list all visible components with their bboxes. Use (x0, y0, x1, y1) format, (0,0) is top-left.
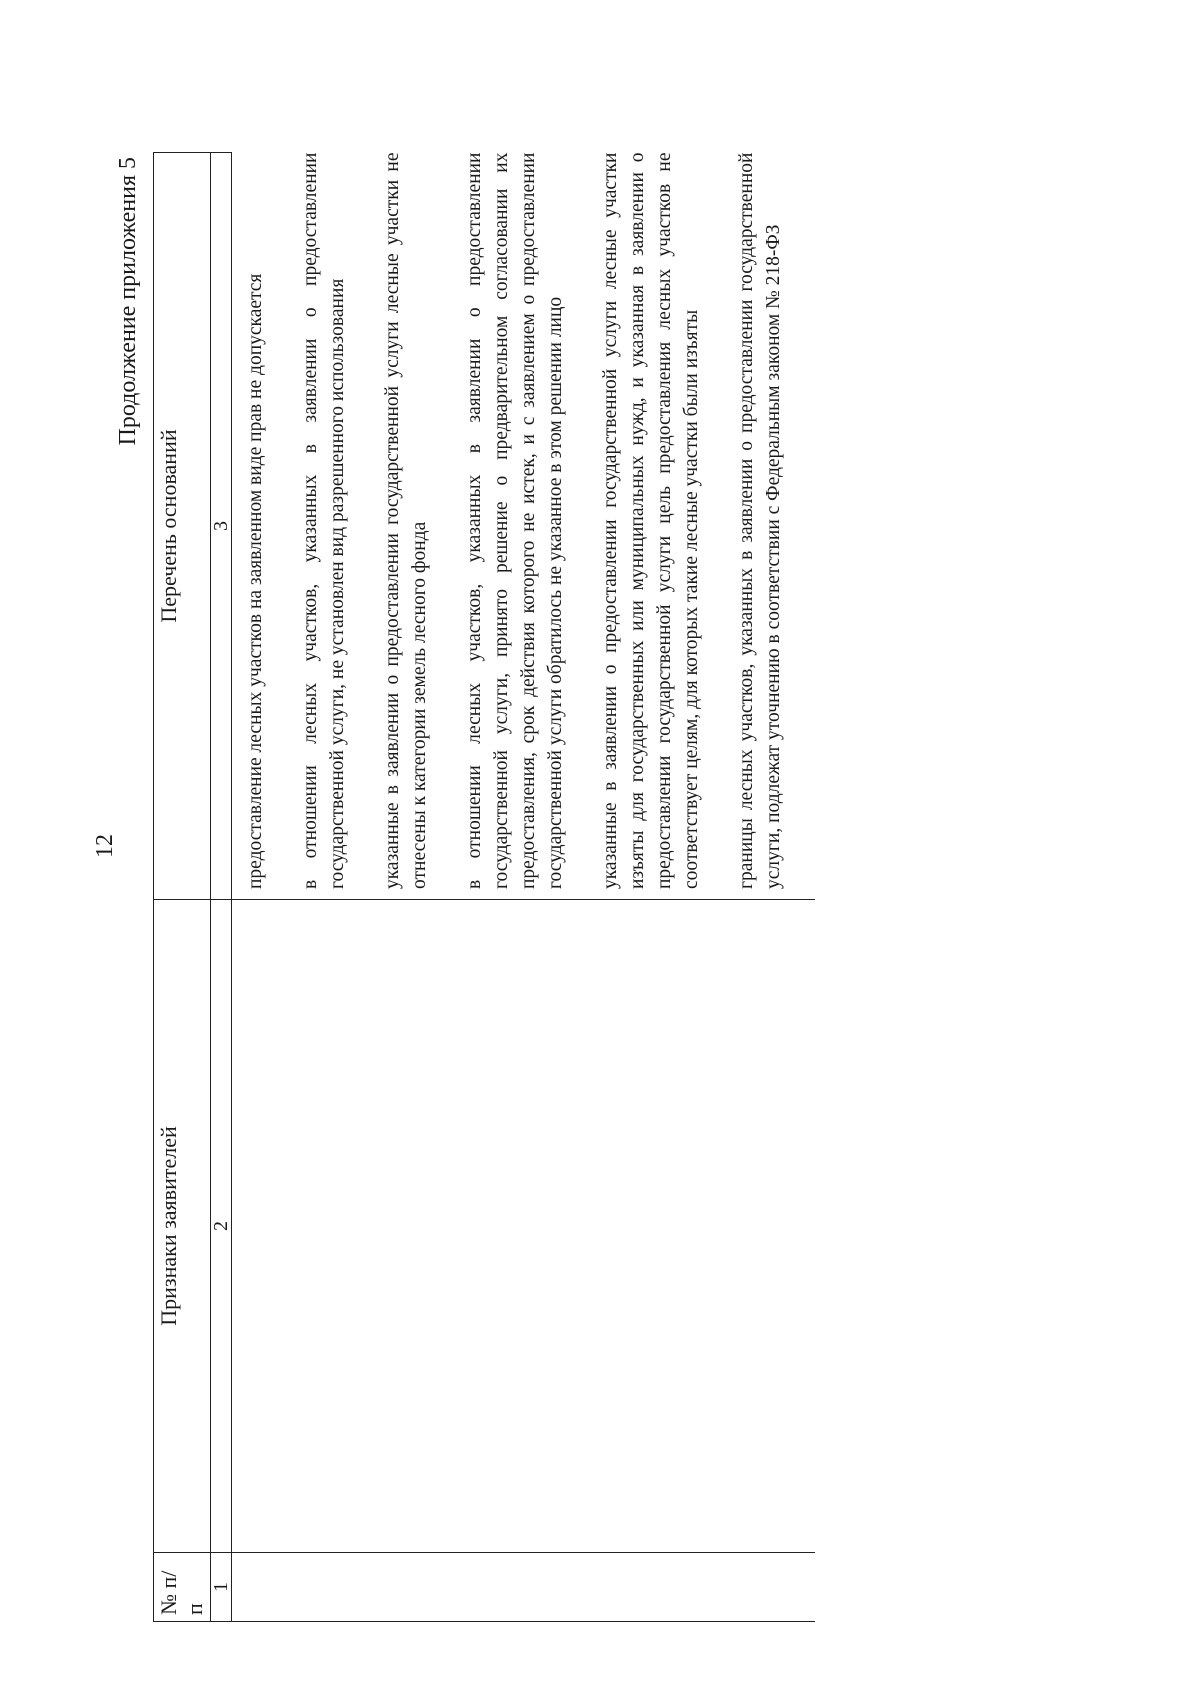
continuation-caption: Продолжение приложения 5 (115, 157, 141, 446)
ground-item: указанные в заявлении о предоставлении государственной услуги лесные участки изъяты для государственных или муниципальных нужд, и указанная в заявлении о предоставлении государственной услуги цель предоставления лесных участков не соответствует целям, для которых такие лесные участки были изъяты (600, 152, 702, 889)
header-number: № п/п (154, 1553, 211, 1622)
header-applicant-features: Признаки заявителей (154, 900, 211, 1553)
grounds-cell (232, 153, 816, 900)
column-number-3: 3 (211, 153, 232, 900)
ground-item: указанные в заявлении о предоставлении государственной услуги лесные участки не отнесены к категории земель лесного фонда (382, 152, 430, 889)
header-grounds-list: Перечень оснований (154, 153, 211, 900)
column-number-2: 2 (211, 900, 232, 1553)
ground-item: в отношении лесных участков, указанных в заявлении о предоставлении государственной услуги, не установлен вид разрешенного использования (300, 152, 348, 889)
grounds-table (153, 152, 815, 1622)
ground-item: в отношении лесных участков, указанных в заявлении о предоставлении государственной услуги, принято решение о предварительном согласовании их предоставления, срок действия которого не истек, и с заявлением о предоставлении государственной услуги обратилось не указанное в этом решении лицо (464, 152, 566, 889)
column-number-1: 1 (211, 1553, 232, 1622)
table-row (232, 153, 816, 1622)
page-number: 12 (92, 834, 118, 858)
applicant-features-cell (232, 900, 816, 1553)
ground-item: границы лесных участков, указанных в заявлении о предоставлении государственной услуги, подлежат уточнению в соответствии с Федеральным законом № 218-ФЗ (736, 152, 784, 889)
column-number-row (211, 153, 232, 1622)
ground-item: предоставление лесных участков на заявленном виде прав не допускается (245, 273, 266, 889)
table-header-row (154, 153, 211, 1622)
row-number-cell (232, 1553, 816, 1622)
